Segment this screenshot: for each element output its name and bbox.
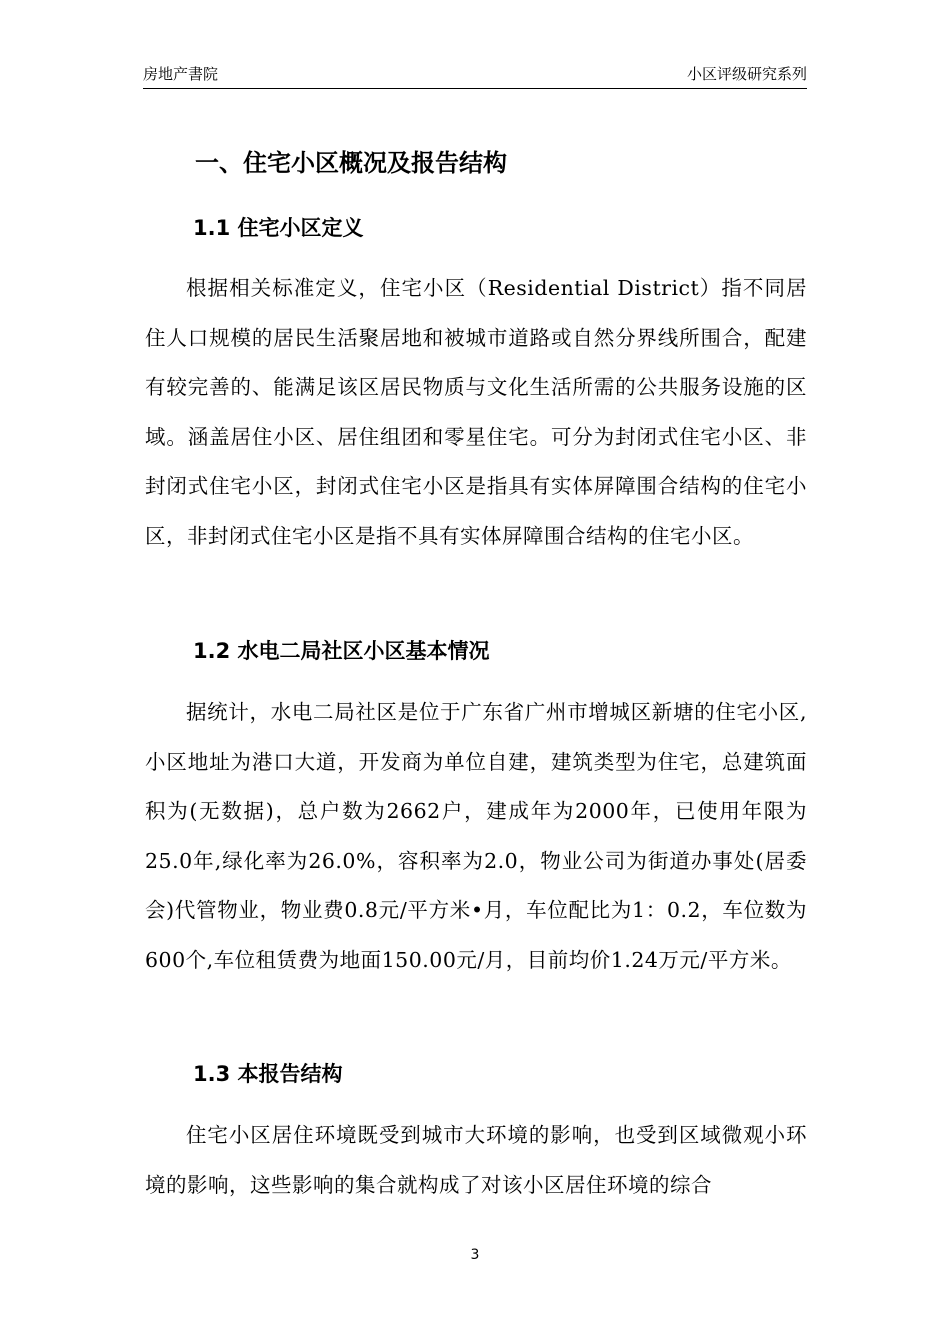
section-paragraph-1-2: 据统计，水电二局社区是位于广东省广州市增城区新塘的住宅小区,小区地址为港口大道，开发商为单位自建，建筑类型为住宅，总建筑面积为(无数据)，总户数为2662户，建成年为2000年，已使用年限为25.0年,绿化率为26.0%，容积率为2.0，物业公司为街道办事处(居委会)代管物业，物业费0.8元/平方米•月，车位配比为1：0.2，车位数为600个,车位租赁费为地面150.00元/月，目前均价1.24万元/平方米。 [145,700,807,972]
section-title-1-1: 1.1 住宅小区定义 [193,216,364,240]
page-header [143,62,807,89]
section-paragraph-1-1: 根据相关标准定义，住宅小区（Residential District）指不同居住人口规模的居民生活聚居地和被城市道路或自然分界线所围合，配建有较完善的、能满足该区居民物质与文化生活所需的公共服务设施的区域。涵盖居住小区、居住组团和零星住宅。可分为封闭式住宅小区、非封闭式住宅小区，封闭式住宅小区是指具有实体屏障围合结构的住宅小区，非封闭式住宅小区是指不具有实体屏障围合结构的住宅小区。 [145,276,807,548]
header-series: 小区评级研究系列 [686,65,807,83]
section-paragraph-1-3: 住宅小区居住环境既受到城市大环境的影响，也受到区域微观小环境的影响，这些影响的集合就构成了对该小区居住环境的综合 [145,1123,807,1197]
page-number: 3 [470,1247,480,1263]
section-title-1-3: 1.3 本报告结构 [193,1062,343,1086]
chapter-title: 一、住宅小区概况及报告结构 [195,149,507,177]
header-publisher: 房地产書院 [143,65,219,83]
section-title-1-2: 1.2 水电二局社区小区基本情况 [193,639,490,663]
